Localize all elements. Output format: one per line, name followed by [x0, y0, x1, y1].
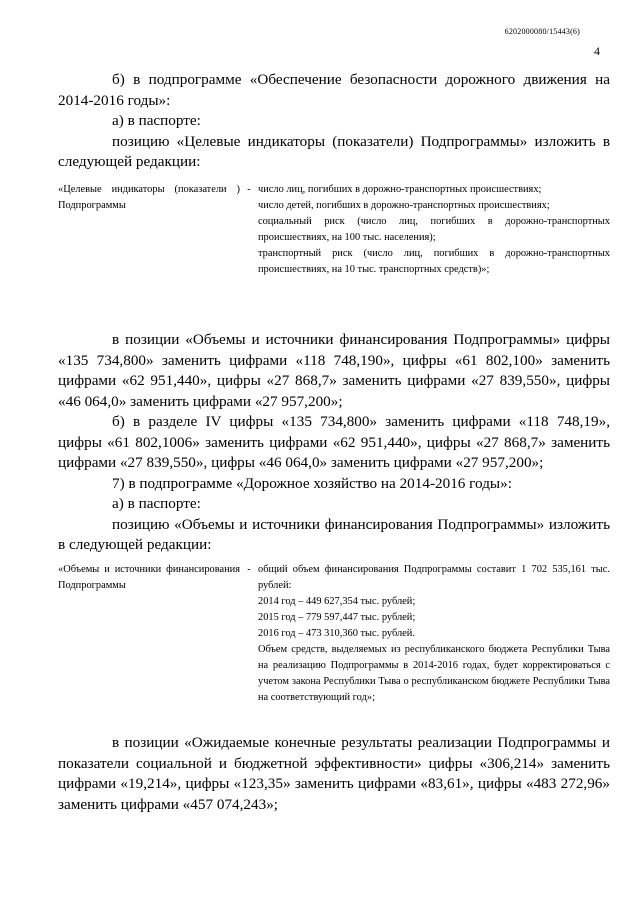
- indicator-item: число лиц, погибших в дорожно-транспортных происшествиях;: [258, 184, 542, 195]
- section-expected-results: [58, 733, 610, 815]
- financing-item: Объем средств, выделяемых из республиканского бюджета Республики Тыва на реализацию Подпрограммы в 2014-2016 годах, будет корректироваться с учетом закона Республики Тыва о республиканском бюджете Республики Тыва на соответствующий год»;: [258, 644, 610, 703]
- financing-item: 2016 год – 473 310,360 тыс. рублей.: [258, 628, 415, 639]
- paragraph-expected-results: в позиции «Ожидаемые конечные результаты реализации Подпрограммы и показатели социальной и бюджетной эффективности» цифры «306,214» заменить цифрами «19,214», цифры «123,35» заменить цифрами «83,61», цифры «483 272,96» заменить цифрами «457 074,243»;: [58, 734, 610, 813]
- indicator-item: транспортный риск (число лиц, погибших в дорожно-транспортных происшествиях, на 10 тыс. транспортных средств)»;: [258, 248, 610, 275]
- table-dash: -: [247, 184, 251, 195]
- financing-item: 2015 год – 779 597,447 тыс. рублей;: [258, 612, 416, 623]
- table-right-cell: [258, 182, 610, 278]
- paragraph-financing-position: в позиции «Объемы и источники финансирования Подпрограммы» цифры «135 734,800» заменить цифрами «118 748,190», цифры «61 802,100» заменить цифрами «62 951,440», цифры «27 868,7» заменить цифрами «27 839,550», цифры «46 064,0» заменить цифрами «27 957,200»;: [58, 331, 610, 410]
- paragraph-subprogram-safety: б) в подпрограмме «Обеспечение безопасности дорожного движения на 2014-2016 годы»:: [58, 71, 610, 109]
- paragraph-indicators-position: позицию «Целевые индикаторы (показатели) Подпрограммы» изложить в следующей редакции:: [58, 132, 610, 170]
- document-number: 6202000080/15443(6): [504, 27, 580, 36]
- paragraph-passport: а) в паспорте:: [112, 112, 201, 129]
- section-road-safety: [58, 70, 610, 173]
- paragraph-subprogram-roads: 7) в подпрограмме «Дорожное хозяйство на 2014-2016 годы»:: [112, 474, 512, 492]
- page-number: 4: [594, 44, 600, 58]
- table-dash: -: [247, 564, 251, 575]
- indicator-item: социальный риск (число лиц, погибших в дорожно-транспортных происшествиях, на 100 тыс. населения);: [258, 216, 610, 243]
- financing-item: общий объем финансирования Подпрограммы составит 1 702 535,161 тыс. рублей:: [258, 564, 610, 591]
- table-left-cell: «Целевые индикаторы (показатели ) Подпрограммы: [58, 184, 240, 211]
- table-right-cell: [258, 562, 610, 706]
- financing-item: 2014 год – 449 627,354 тыс. рублей;: [258, 596, 416, 607]
- table-left-cell: «Объемы и источники финансирования Подпрограммы: [58, 564, 240, 591]
- paragraph-financing-redaction: позицию «Объемы и источники финансирования Подпрограммы» изложить в следующей редакции:: [58, 515, 610, 553]
- section-financing-changes: [58, 330, 610, 556]
- indicator-item: число детей, погибших в дорожно-транспортных происшествиях;: [258, 200, 550, 211]
- paragraph-section-iv: б) в разделе IV цифры «135 734,800» заменить цифрами «118 748,19», цифры «61 802,1006» заменить цифрами «62 951,440», цифры «27 868,7» заменить цифрами «27 839,550», цифры «46 064,0» заменить цифрами «27 957,200»;: [58, 413, 610, 471]
- paragraph-passport-2: а) в паспорте:: [112, 495, 201, 512]
